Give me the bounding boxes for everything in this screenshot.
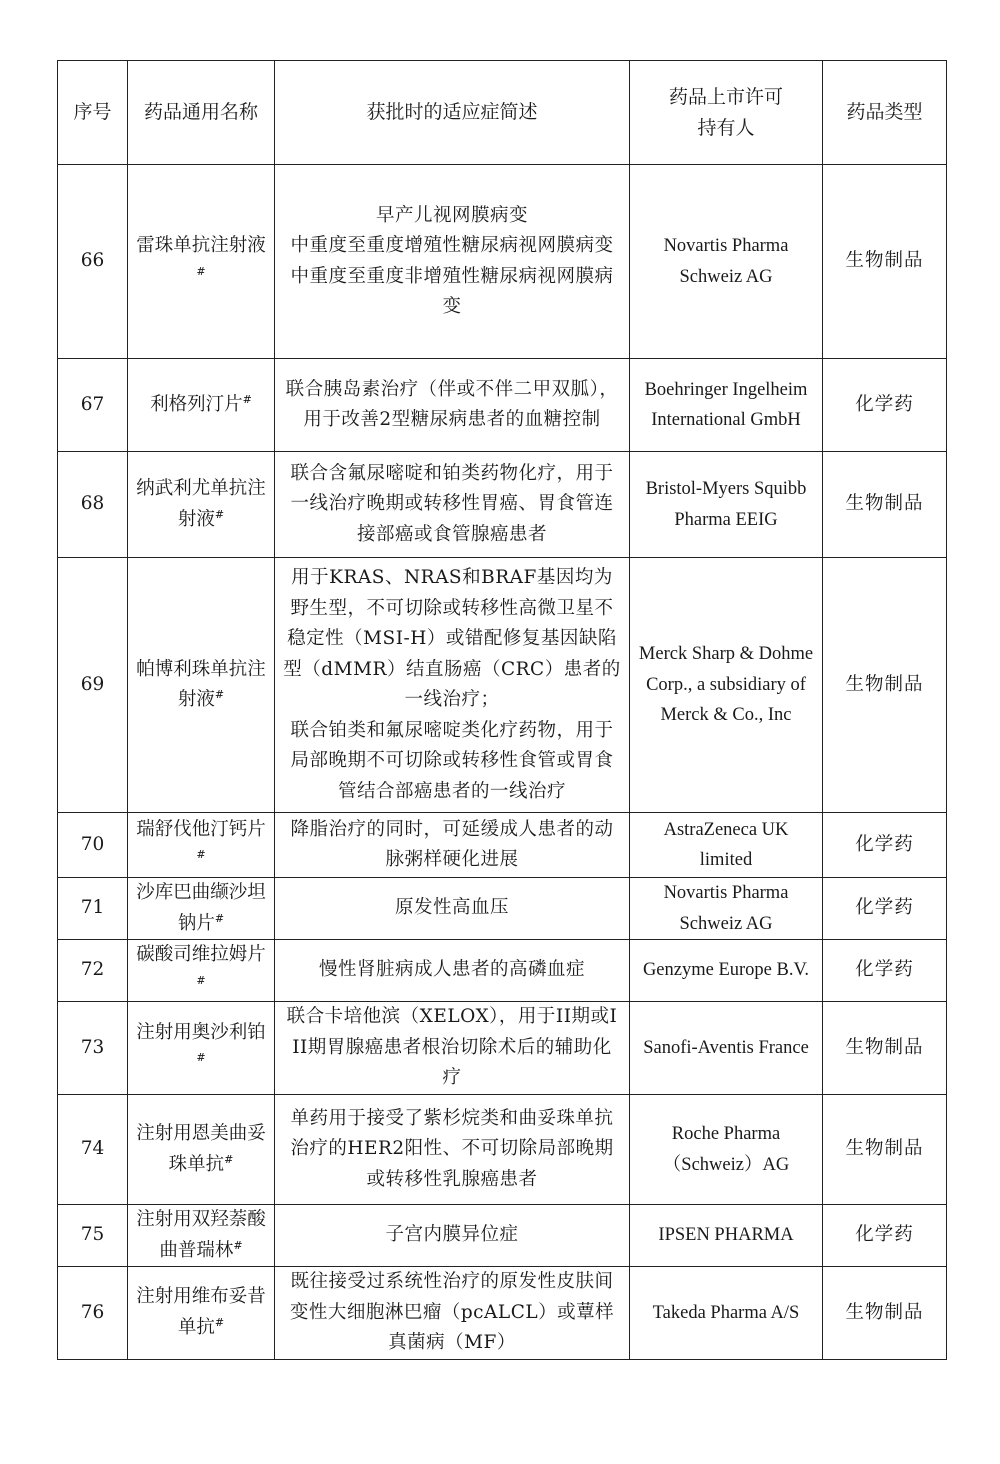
- cell-type: 化学药: [823, 359, 947, 452]
- cell-seq: 66: [58, 165, 128, 359]
- header-row: [58, 61, 947, 165]
- table-row: [58, 452, 947, 558]
- hash-mark: #: [196, 973, 206, 987]
- hash-mark: #: [233, 1238, 243, 1252]
- cell-generic-name: [128, 165, 275, 359]
- drug-name: 注射用奥沙利铂: [136, 1021, 266, 1043]
- indication-line: 原发性高血压: [394, 897, 509, 919]
- cell-holder: Novartis Pharma Schweiz AG: [630, 878, 823, 940]
- drug-name: 沙库巴曲缬沙坦钠片: [136, 882, 266, 934]
- cell-indication: [275, 1267, 630, 1360]
- header-type: 药品类型: [823, 61, 947, 165]
- drug-name: 帕博利珠单抗注射液: [136, 658, 266, 710]
- cell-type: 生物制品: [823, 558, 947, 813]
- hash-mark: #: [214, 1315, 225, 1329]
- cell-holder: Sanofi-Aventis France: [630, 1002, 823, 1095]
- cell-indication: [275, 359, 630, 452]
- cell-indication: [275, 813, 630, 878]
- drug-name: 注射用双羟萘酸曲普瑞林: [136, 1209, 266, 1261]
- indication-line: 联合含氟尿嘧啶和铂类药物化疗，用于一线治疗晚期或转移性胃癌、胃食管连接部癌或食管腺癌患者: [290, 462, 614, 545]
- header-holder-line: 药品上市许可: [668, 86, 783, 108]
- cell-holder: Genzyme Europe B.V.: [630, 940, 823, 1002]
- cell-indication: [275, 878, 630, 940]
- cell-seq: 72: [58, 940, 128, 1002]
- cell-generic-name: [128, 1002, 275, 1095]
- cell-seq: 76: [58, 1267, 128, 1360]
- cell-generic-name: [128, 1095, 275, 1205]
- table-row: [58, 1095, 947, 1205]
- cell-type: 化学药: [823, 813, 947, 878]
- cell-indication: [275, 452, 630, 558]
- cell-holder: AstraZeneca UK limited: [630, 813, 823, 878]
- drug-name: 利格列汀片: [150, 393, 243, 415]
- table-row: [58, 813, 947, 878]
- drug-name: 注射用恩美曲妥珠单抗: [136, 1123, 266, 1175]
- hash-mark: #: [196, 1050, 206, 1064]
- cell-generic-name: [128, 558, 275, 813]
- cell-indication: [275, 1205, 630, 1267]
- cell-generic-name: [128, 359, 275, 452]
- cell-generic-name: [128, 878, 275, 940]
- table-row: [58, 165, 947, 359]
- indication-line: 降脂治疗的同时，可延缓成人患者的动脉粥样硬化进展: [290, 818, 614, 870]
- cell-seq: 70: [58, 813, 128, 878]
- drug-name: 注射用维布妥昔单抗: [136, 1286, 266, 1338]
- hash-mark: #: [214, 911, 225, 925]
- drug-name: 雷珠单抗注射液: [136, 235, 266, 256]
- indication-line: 慢性肾脏病成人患者的高磷血症: [318, 959, 585, 981]
- indication-line: 早产儿视网膜病变: [375, 204, 528, 226]
- cell-seq: 74: [58, 1095, 128, 1205]
- header-holder: [630, 61, 823, 165]
- cell-seq: 67: [58, 359, 128, 452]
- table-row: [58, 878, 947, 940]
- cell-type: 生物制品: [823, 1095, 947, 1205]
- header-holder-line: 持有人: [697, 116, 755, 139]
- hash-mark: #: [196, 847, 206, 861]
- table-body: [58, 165, 947, 1360]
- hash-mark: #: [214, 687, 225, 701]
- indication-line: 联合铂类和氟尿嘧啶类化疗药物，用于局部晚期不可切除或转移性食管或胃食管结合部癌患者的一线治疗: [290, 719, 614, 802]
- cell-indication: [275, 1095, 630, 1205]
- cell-holder: Roche Pharma（Schweiz）AG: [630, 1095, 823, 1205]
- cell-seq: 75: [58, 1205, 128, 1267]
- table-row: [58, 558, 947, 813]
- hash-mark: #: [224, 1152, 234, 1166]
- table-row: [58, 1205, 947, 1267]
- cell-holder: Merck Sharp & Dohme Corp., a subsidiary of Merck & Co., Inc: [630, 558, 823, 813]
- indication-line: 用于KRAS、NRAS和BRAF基因均为野生型，不可切除或转移性高微卫星不稳定性（MSI-H）或错配修复基因缺陷型（dMMR）结直肠癌（CRC）患者的一线治疗；: [283, 567, 621, 710]
- cell-type: 生物制品: [823, 452, 947, 558]
- cell-indication: [275, 940, 630, 1002]
- indication-line: 既往接受过系统性治疗的原发性皮肤间变性大细胞淋巴瘤（pcALCL）或蕈样真菌病（MF）: [289, 1271, 615, 1353]
- table-row: [58, 359, 947, 452]
- indication-line: 中重度至重度非增殖性糖尿病视网膜病变: [290, 265, 614, 317]
- cell-type: 生物制品: [823, 1267, 947, 1360]
- cell-holder: Takeda Pharma A/S: [630, 1267, 823, 1360]
- cell-type: 化学药: [823, 878, 947, 940]
- hash-mark: #: [196, 264, 206, 278]
- cell-type: 生物制品: [823, 1002, 947, 1095]
- cell-generic-name: [128, 940, 275, 1002]
- hash-mark: #: [214, 507, 225, 521]
- cell-generic-name: [128, 452, 275, 558]
- drug-name: 碳酸司维拉姆片: [136, 944, 266, 965]
- indication-line: 单药用于接受了紫杉烷类和曲妥珠单抗治疗的HER2阳性、不可切除局部晚期或转移性乳腺癌患者: [290, 1107, 614, 1190]
- cell-type: 生物制品: [823, 165, 947, 359]
- header-indication: 获批时的适应症简述: [275, 61, 630, 165]
- cell-holder: Bristol-Myers Squibb Pharma EEIG: [630, 452, 823, 558]
- indication-line: 联合卡培他滨（XELOX），用于II期或III期胃腺癌患者根治切除术后的辅助化疗: [286, 1006, 618, 1089]
- table-row: [58, 1002, 947, 1095]
- cell-indication: [275, 1002, 630, 1095]
- drug-approval-table: [57, 60, 947, 1360]
- header-seq: 序号: [58, 61, 128, 165]
- cell-holder: IPSEN PHARMA: [630, 1205, 823, 1267]
- cell-holder: Novartis Pharma Schweiz AG: [630, 165, 823, 359]
- cell-generic-name: [128, 1205, 275, 1267]
- cell-holder: Boehringer Ingelheim International GmbH: [630, 359, 823, 452]
- drug-name: 纳武利尤单抗注射液: [136, 478, 266, 530]
- indication-line: 中重度至重度增殖性糖尿病视网膜病变: [290, 235, 614, 256]
- cell-seq: 73: [58, 1002, 128, 1095]
- indication-line: 子宫内膜异位症: [385, 1224, 519, 1246]
- cell-indication: [275, 558, 630, 813]
- header-generic-name: 药品通用名称: [128, 61, 275, 165]
- cell-seq: 69: [58, 558, 128, 813]
- drug-name: 瑞舒伐他汀钙片: [136, 818, 266, 840]
- cell-generic-name: [128, 813, 275, 878]
- table-row: [58, 1267, 947, 1360]
- indication-line: 联合胰岛素治疗（伴或不伴二甲双胍），用于改善2型糖尿病患者的血糖控制: [285, 378, 619, 430]
- table-row: [58, 940, 947, 1002]
- cell-type: 化学药: [823, 940, 947, 1002]
- cell-seq: 71: [58, 878, 128, 940]
- cell-indication: [275, 165, 630, 359]
- cell-type: 化学药: [823, 1205, 947, 1267]
- cell-generic-name: [128, 1267, 275, 1360]
- hash-mark: #: [242, 392, 252, 406]
- cell-seq: 68: [58, 452, 128, 558]
